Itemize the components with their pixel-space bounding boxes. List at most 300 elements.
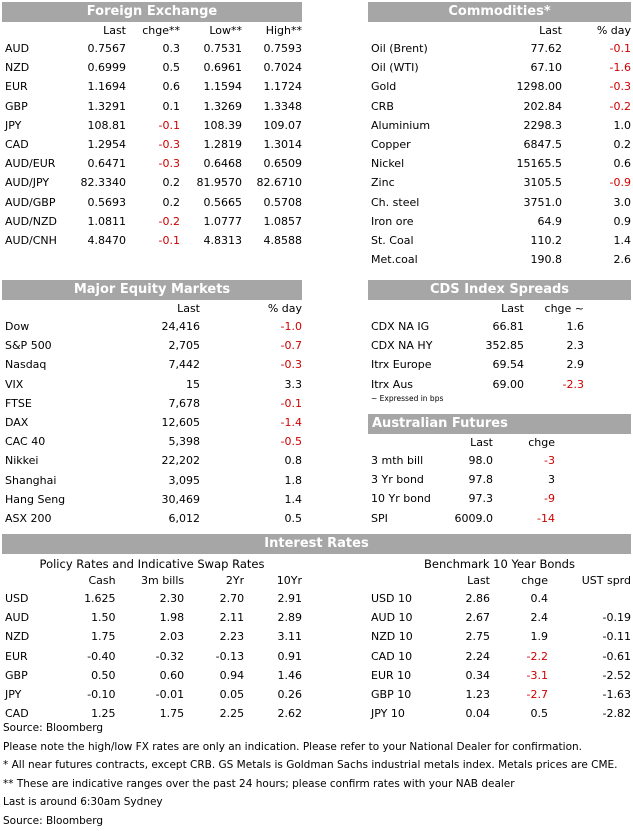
footnote-line: Last is around 6:30am Sydney [3,796,163,808]
bonds-cell [548,589,631,608]
fx-cell: 1.3291 [87,99,126,113]
fx-row [2,135,302,154]
footnote-line: * All near futures contracts, except CRB. GS Metals is Goldman Sachs industrial metals index. Metals prices are CME. [3,759,618,771]
policy-rates-row [2,589,302,608]
commodities-cell: 2.6 [613,253,631,267]
bonds-cell: 1.23 [465,688,490,702]
commodities-cell: -0.9 [609,176,631,190]
policy-rates-cell: 2.03 [159,630,185,644]
policy-rates-cell: -0.10 [87,688,116,702]
bonds-cell: -2.82 [602,707,631,721]
commodities-cell: 0.2 [613,138,631,152]
commodities-cell: 3.0 [613,195,631,209]
equity-row-label: CAC 40 [5,435,46,449]
equity-cell: 7,678 [168,396,200,410]
cds-row-label: CDX NA HY [371,339,433,353]
bonds-cell: 0.04 [465,707,490,721]
equity-row-label: S&P 500 [5,339,52,353]
fx-row [2,173,302,192]
policy-rates-column-header: 3m bills [141,574,185,587]
commodities-title: Commodities* [368,2,631,22]
fx-row-label: AUD/JPY [5,176,50,190]
fx-cell: 4.8313 [203,233,242,247]
footnote-line: Please note the high/low FX rates are only an indication. Please refer to your National Dealer for confirmation. [3,740,583,753]
fx-cell: 1.0777 [203,214,242,228]
fx-row-label: AUD/GBP [5,195,56,209]
cds-spacer [584,336,631,355]
equity-title: Major Equity Markets [2,280,302,300]
commodities-cell: 1298.00 [516,80,562,94]
commodities-row [368,39,631,58]
rates-panel [2,534,631,554]
policy-rates-cell: 0.50 [91,668,116,682]
cds-cell: 352.85 [485,339,524,353]
policy-rates-cell: -0.13 [215,649,245,663]
fx-cell: 0.6999 [87,61,126,75]
fx-row-label: AUD/NZD [5,214,57,228]
policy-rates-cell: 1.50 [91,611,116,625]
fx-column-header [2,22,68,39]
fx-cell: 0.2 [162,176,180,190]
fx-cell: 108.81 [87,118,126,132]
policy-rates-panel [2,556,302,723]
equity-row [2,509,302,528]
policy-rates-cell: 2.89 [277,611,302,625]
cds-panel [368,280,631,403]
policy-rates-row-label: EUR [5,649,28,663]
policy-rates-cell: 1.625 [84,592,116,606]
commodities-cell: 77.62 [530,42,562,56]
bonds-subtitle: Benchmark 10 Year Bonds [424,557,575,571]
cds-column-header [368,300,468,317]
fx-column-header: Last [103,24,126,37]
equity-row [2,355,302,374]
commodities-row-label: Copper [371,138,411,152]
cds-row [368,355,631,374]
cds-spacer [584,355,631,374]
cds-row-label: Itrx Aus [371,377,414,391]
cds-cell: 2.9 [566,358,584,372]
fx-cell: 108.39 [203,118,242,132]
policy-rates-cell: -0.32 [155,649,185,663]
policy-rates-cell: 0.26 [277,688,302,702]
equity-row-label: FTSE [5,396,32,410]
cds-spacer [584,375,631,394]
equity-cell: 6,012 [168,511,200,525]
bonds-column-header [368,572,434,589]
bonds-cell: 1.9 [530,630,548,644]
equity-cell: -0.3 [280,358,302,372]
cds-row-label: Itrx Europe [371,358,432,372]
rates-title: Interest Rates [2,534,631,554]
bonds-cell: -0.19 [602,611,631,625]
fx-cell: 1.0811 [87,214,126,228]
equity-cell: -0.5 [280,435,302,449]
policy-rates-row-label: AUD [5,611,30,625]
policy-rates-column-header: 10Yr [276,574,302,587]
commodities-cell: 1.0 [613,118,631,132]
futures-spacer [555,489,631,508]
policy-rates-cell: 2.62 [277,707,302,721]
commodities-row-label: Aluminium [371,118,431,132]
commodities-cell: -0.1 [609,42,631,56]
bonds-row [368,647,631,666]
futures-cell: 3 [548,473,555,487]
bonds-cell: 2.4 [530,611,548,625]
equity-cell: -1.0 [280,320,302,334]
fx-row-label: JPY [5,118,22,132]
bonds-cell: -0.61 [602,649,631,663]
fx-cell: 4.8470 [87,233,126,247]
bonds-row [368,627,631,646]
futures-spacer [555,451,631,470]
bonds-cell: -3.1 [526,668,548,682]
equity-row [2,413,302,432]
policy-rates-cell: 1.25 [91,707,116,721]
commodities-row-label: Oil (WTI) [371,61,419,75]
fx-cell: 0.6468 [203,157,242,171]
policy-rates-cell: -0.01 [155,688,185,702]
equity-row-label: Hang Seng [5,492,66,506]
policy-rates-column-header: Cash [88,574,116,587]
cds-column-header: Last [501,302,524,315]
cds-cell: 1.6 [566,320,584,334]
fx-cell: -0.1 [158,233,180,247]
policy-rates-header-row [2,572,302,589]
policy-rates-cell: 0.91 [277,649,302,663]
footnote-line: Source: Bloomberg [3,814,104,827]
commodities-header-row [368,22,631,39]
commodities-row-label: Zinc [371,176,395,190]
commodities-row [368,250,631,269]
cds-header-row [368,300,631,317]
policy-rates-cell: 2.70 [219,592,245,606]
futures-table [368,434,631,528]
fx-cell: 1.2819 [203,138,242,152]
fx-cell: 1.2954 [87,138,126,152]
bonds-row-label: EUR 10 [371,668,412,682]
fx-cell: -0.3 [158,138,180,152]
equity-row-label: VIX [5,377,24,391]
commodities-cell: 110.2 [530,233,562,247]
fx-row [2,193,302,212]
futures-row-label: 10 Yr bond [371,492,431,506]
bonds-header-row [368,572,631,589]
futures-cell: 98.0 [468,454,493,468]
cds-spacer [584,317,631,336]
equity-cell: 3.3 [284,377,302,391]
futures-row-label: 3 mth bill [371,454,424,468]
bonds-panel [368,556,631,723]
futures-cell: 97.3 [468,492,493,506]
equity-row-label: Dow [5,320,30,334]
fx-row [2,77,302,96]
footnotes [3,719,631,830]
commodities-table [368,22,631,269]
policy-rates-cell: 2.30 [159,592,185,606]
equity-cell: 15 [186,377,200,391]
fx-cell: -0.2 [158,214,180,228]
equity-row-label: Nasdaq [5,358,47,372]
equity-cell: -0.1 [280,396,302,410]
commodities-row [368,116,631,135]
commodities-column-header: Last [539,24,562,37]
bonds-row-label: GBP 10 [371,688,412,702]
commodities-cell: 190.8 [530,253,562,267]
equity-row [2,490,302,509]
commodities-row-label: St. Coal [371,233,414,247]
fx-cell: 0.6509 [263,157,302,171]
commodities-row [368,212,631,231]
futures-column-header [368,434,448,451]
fx-cell: 0.6961 [203,61,242,75]
bonds-cell: -0.11 [602,630,631,644]
policy-rates-row-label: USD [5,592,29,606]
equity-cell: 5,398 [168,435,200,449]
equity-row [2,471,302,490]
cds-cell: 69.00 [492,377,524,391]
bonds-cell: -2.2 [526,649,548,663]
policy-rates-row-label: CAD [5,707,29,721]
fx-row [2,58,302,77]
fx-cell: 0.6471 [87,157,126,171]
policy-rates-cell: 0.05 [219,688,245,702]
policy-rates-cell: -0.40 [87,649,116,663]
futures-row [368,509,631,528]
policy-rates-cell: 1.75 [91,630,116,644]
equity-header-row [2,300,302,317]
bonds-cell: 2.75 [465,630,490,644]
bonds-column-header: UST sprd [581,574,631,587]
bonds-row-label: AUD 10 [371,611,413,625]
commodities-row [368,77,631,96]
policy-rates-cell: 2.23 [219,630,245,644]
fx-row-label: AUD/CNH [5,233,57,247]
fx-cell: 82.3340 [80,176,126,190]
policy-rates-row [2,685,302,704]
fx-row [2,231,302,250]
futures-spacer [555,509,631,528]
fx-row [2,212,302,231]
futures-spacer [555,470,631,489]
bonds-cell: 0.5 [530,707,548,721]
policy-rates-cell: 0.94 [219,668,245,682]
cds-cell: 66.81 [492,320,524,334]
fx-cell: 0.7531 [203,42,242,56]
commodities-row-label: Oil (Brent) [371,42,428,56]
bonds-cell: 2.86 [465,592,490,606]
fx-cell: 1.1694 [87,80,126,94]
bonds-cell: 2.24 [465,649,490,663]
bonds-cell: -2.7 [526,688,548,702]
commodities-cell: 3751.0 [523,195,562,209]
fx-cell: 0.7593 [263,42,302,56]
bonds-column-header: Last [467,574,490,587]
policy-rates-row [2,647,302,666]
equity-row-label: DAX [5,416,29,430]
bonds-row-label: USD 10 [371,592,412,606]
policy-rates-cell: 2.91 [277,592,302,606]
cds-column-header: chge ~ [544,302,584,315]
policy-rates-row [2,627,302,646]
commodities-cell: 202.84 [523,99,562,113]
futures-header-row [368,434,631,451]
equity-column-header [2,300,112,317]
commodities-panel [368,2,631,269]
cds-row [368,336,631,355]
fx-cell: 0.5665 [203,195,242,209]
policy-rates-row-label: NZD [5,630,30,644]
fx-cell: 0.3 [162,42,180,56]
futures-column-header: chge [528,436,555,449]
equity-cell: 30,469 [161,492,200,506]
bonds-column-header: chge [521,574,548,587]
policy-rates-subtitle: Policy Rates and Indicative Swap Rates [39,557,265,571]
equity-row [2,451,302,470]
commodities-row-label: CRB [371,99,394,113]
futures-row [368,451,631,470]
commodities-cell: 1.4 [613,233,631,247]
footnote-line: Source: Bloomberg [3,722,104,734]
bonds-row [368,685,631,704]
fx-column-header: chge** [142,24,180,37]
equity-cell: 12,605 [161,416,200,430]
fx-row-label: GBP [5,99,28,113]
futures-row-label: SPI [371,511,388,525]
futures-cell: 6009.0 [454,511,493,525]
fx-row-label: CAD [5,138,29,152]
equity-cell: 3,095 [168,473,200,487]
cds-table [368,300,631,394]
commodities-cell: 67.10 [530,61,562,75]
policy-rates-cell: 0.60 [159,668,185,682]
equity-column-header: % day [267,302,302,315]
commodities-row-label: Ch. steel [371,195,420,209]
fx-column-header: High** [265,24,302,37]
equity-cell: 24,416 [161,320,200,334]
fx-cell: 109.07 [263,118,302,132]
cds-row [368,375,631,394]
futures-panel [368,414,631,528]
futures-cell: -14 [537,511,555,525]
cds-cell: 69.54 [492,358,524,372]
commodities-row-label: Met.coal [371,253,418,267]
equity-row [2,375,302,394]
commodities-cell: 3105.5 [523,176,562,190]
policy-rates-row-label: GBP [5,668,28,682]
bonds-cell: 0.34 [465,668,490,682]
bonds-cell: 0.4 [530,592,548,606]
futures-column-header: Last [470,436,493,449]
policy-rates-column-header: 2Yr [225,574,245,587]
policy-rates-cell: 2.25 [219,707,245,721]
commodities-cell: 64.9 [537,214,562,228]
commodities-row-label: Gold [371,80,397,94]
policy-rates-cell: 2.11 [219,611,245,625]
futures-cell: 97.8 [468,473,493,487]
fx-cell: 0.5693 [87,195,126,209]
equity-cell: 1.8 [284,473,302,487]
commodities-row [368,58,631,77]
footnote-line: ** These are indicative ranges over the past 24 hours; please confirm rates with your NAB dealer [3,777,515,790]
fx-cell: 4.8588 [263,233,302,247]
fx-cell: 0.7024 [263,61,302,75]
policy-rates-row-label: JPY [5,688,22,702]
fx-cell: 1.3348 [263,99,302,113]
fx-cell: 0.2 [162,195,180,209]
fx-column-header: Low** [209,24,242,37]
fx-row [2,39,302,58]
fx-cell: -0.1 [158,118,180,132]
fx-cell: 0.1 [162,99,180,113]
fx-cell: 1.3269 [203,99,242,113]
fx-title: Foreign Exchange [2,2,302,22]
fx-row-label: NZD [5,61,30,75]
fx-cell: 0.5708 [263,195,302,209]
equity-cell: -0.7 [280,339,302,353]
equity-row [2,394,302,413]
cds-spacer [584,300,631,317]
commodities-row [368,154,631,173]
futures-row [368,470,631,489]
futures-cell: -9 [544,492,555,506]
equity-row [2,432,302,451]
fx-cell: 1.1724 [263,80,302,94]
commodities-cell: -0.2 [609,99,631,113]
policy-rates-cell: 1.46 [277,668,302,682]
futures-row [368,489,631,508]
equity-row [2,336,302,355]
policy-rates-row [2,666,302,685]
cds-row [368,317,631,336]
futures-title: Australian Futures [368,414,631,434]
futures-spacer [555,434,631,451]
policy-rates-row [2,608,302,627]
bonds-row [368,589,631,608]
bonds-row-label: CAD 10 [371,649,413,663]
cds-row-label: CDX NA IG [371,320,430,334]
cds-cell: 2.3 [566,339,584,353]
bonds-table [368,572,631,723]
commodities-row-label: Iron ore [371,214,414,228]
futures-cell: -3 [544,454,555,468]
equity-column-header: Last [177,302,200,315]
fx-cell: -0.3 [158,157,180,171]
commodities-column-header: % day [596,24,631,37]
fx-table [2,22,302,250]
commodities-cell: 0.6 [613,157,631,171]
equity-row-label: ASX 200 [5,511,52,525]
equity-row [2,317,302,336]
fx-header-row [2,22,302,39]
commodities-row [368,135,631,154]
commodities-cell: -1.6 [609,61,631,75]
futures-row-label: 3 Yr bond [371,473,424,487]
fx-cell: 81.9570 [196,176,242,190]
fx-cell: 0.6 [162,80,180,94]
fx-row [2,97,302,116]
commodities-cell: 0.9 [613,214,631,228]
fx-cell: 1.1594 [203,80,242,94]
equity-cell: 2,705 [168,339,200,353]
bonds-row [368,608,631,627]
fx-row-label: AUD [5,42,30,56]
fx-cell: 1.3014 [263,138,302,152]
policy-rates-cell: 3.11 [277,630,302,644]
fx-row [2,116,302,135]
fx-row-label: EUR [5,80,28,94]
fx-cell: 0.5 [162,61,180,75]
